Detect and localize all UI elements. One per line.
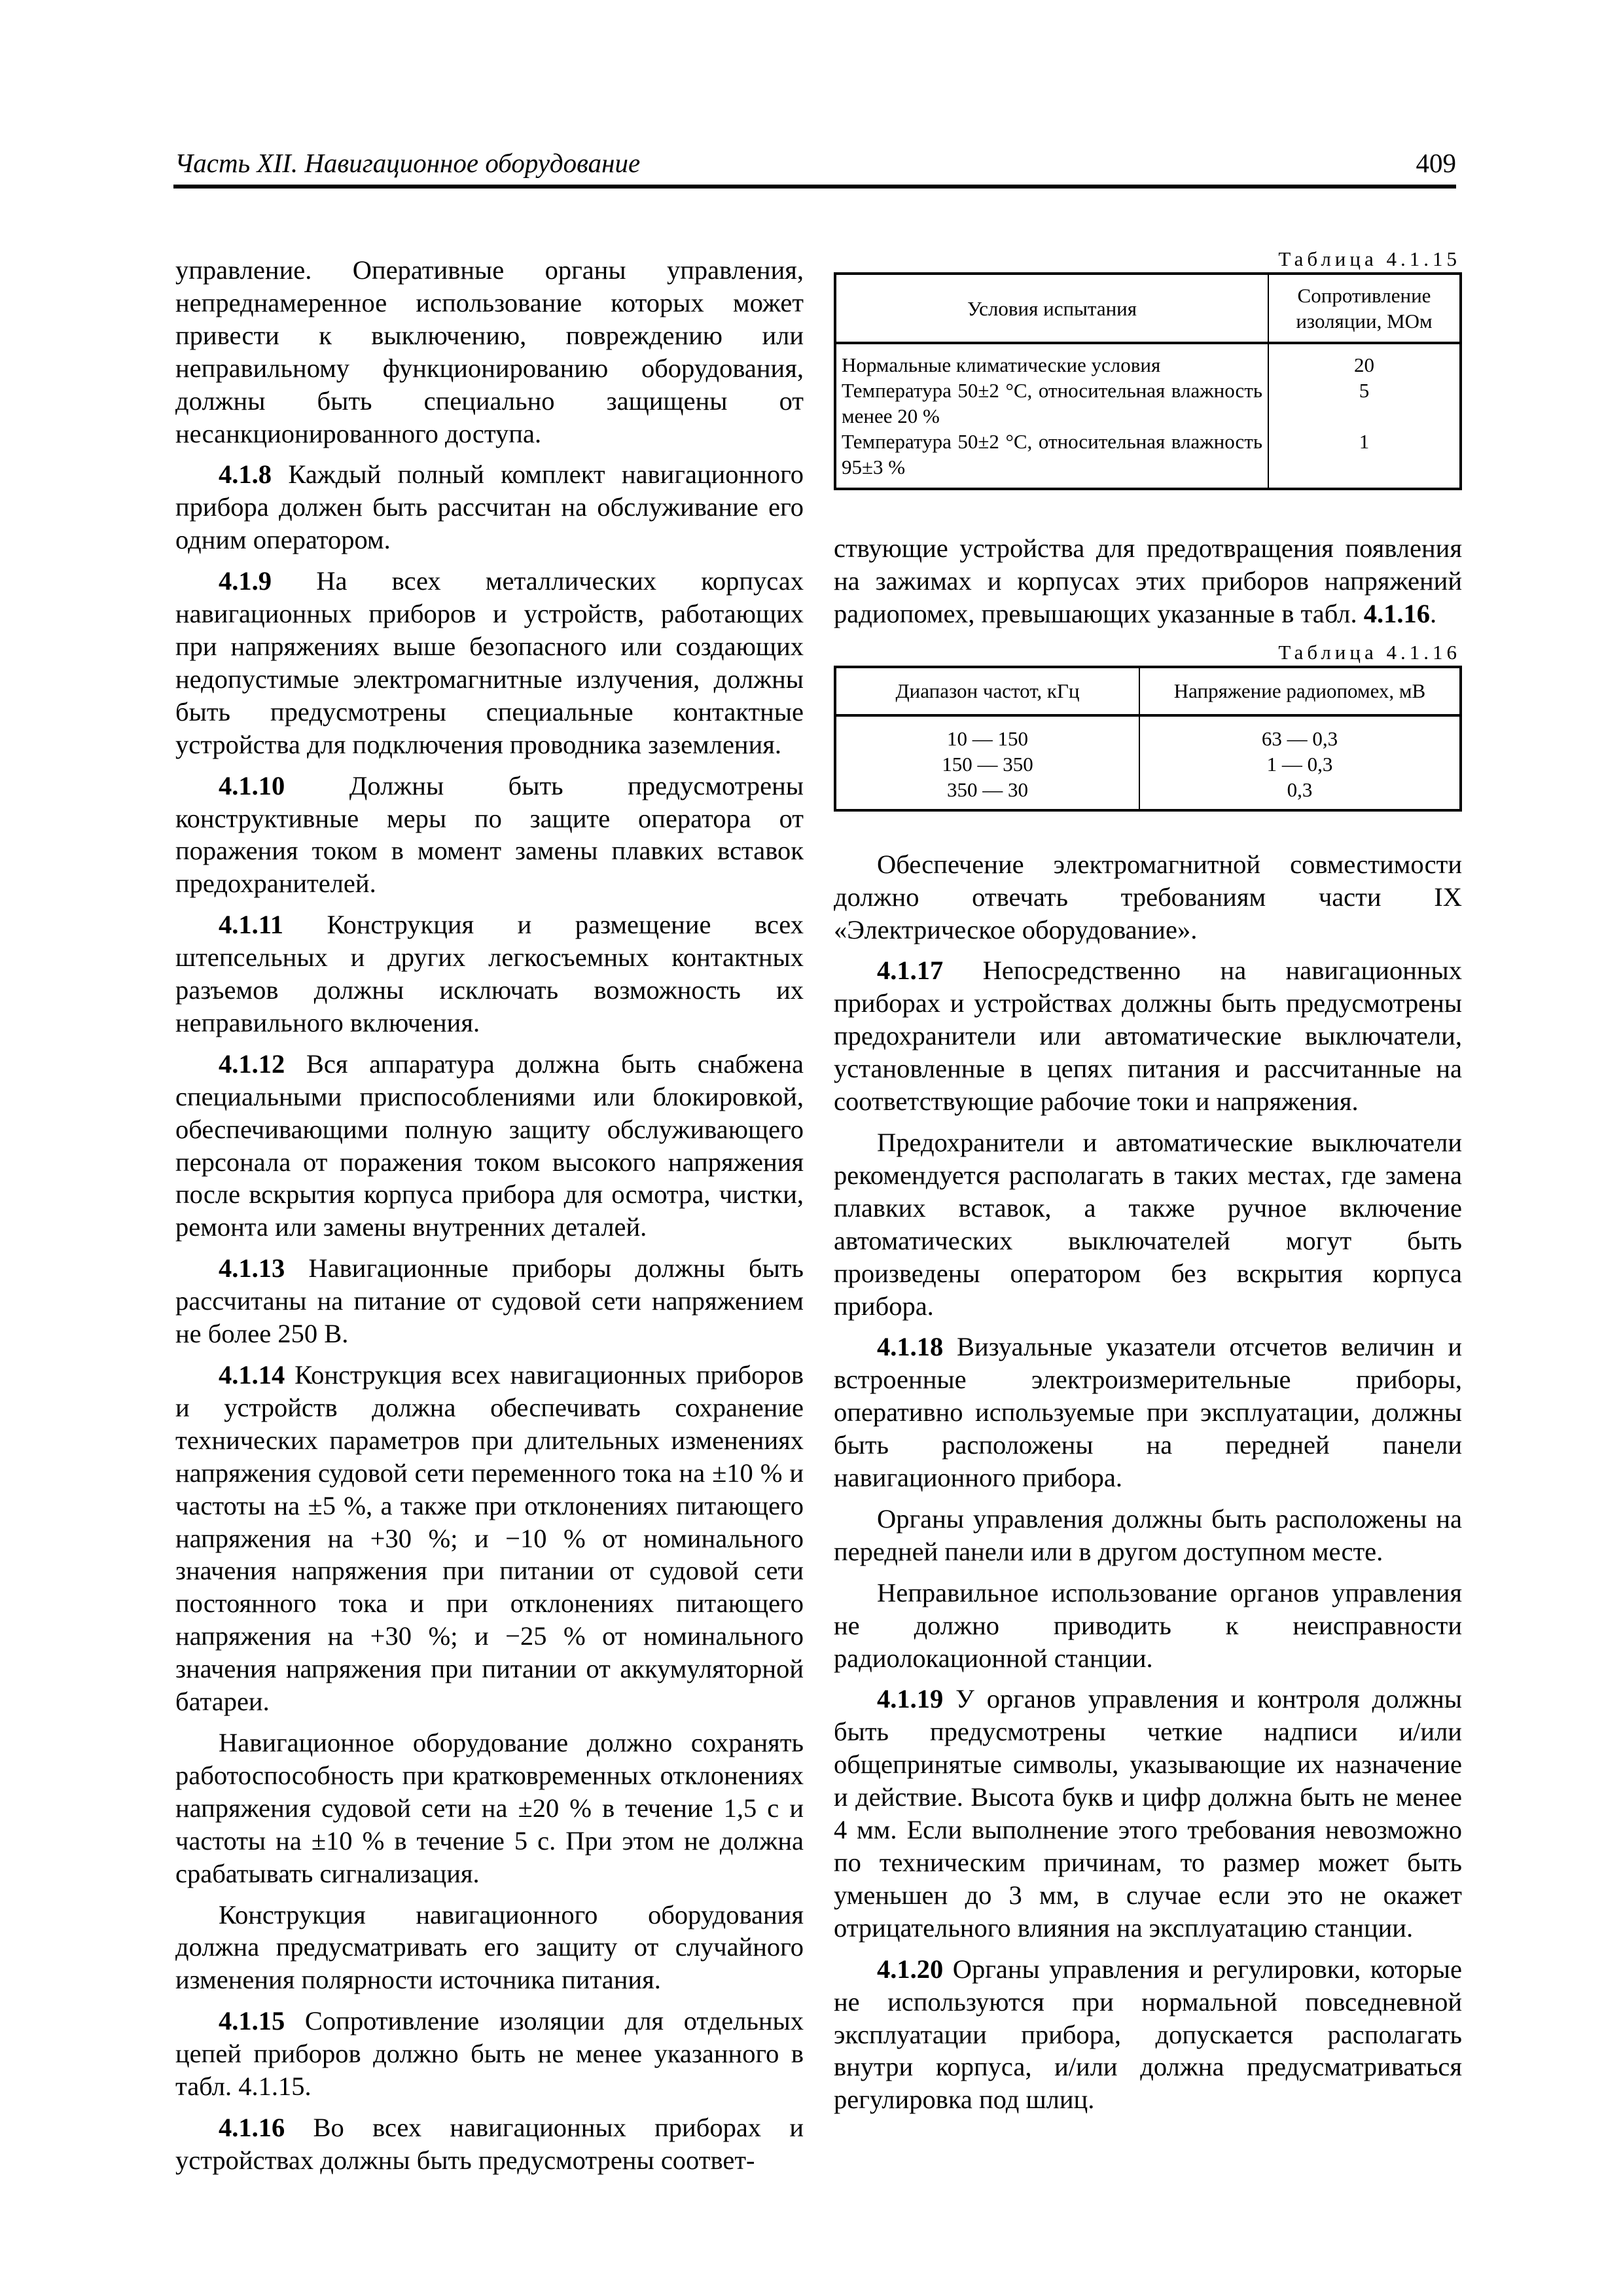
clause-number: 4.1.20 xyxy=(877,1954,944,1984)
paragraph: 4.1.16 Во всех навигационных приборах и устройствах должны быть предусмотрены соответ- xyxy=(175,2112,804,2175)
table-row: 150 — 350 1 — 0,3 xyxy=(835,751,1461,777)
paragraph: 4.1.10 Должны быть предусмотрены конструктивные меры по защите оператора от поражения током в момент замены плавких вставок предохранителей. xyxy=(175,770,804,899)
clause-number: 4.1.19 xyxy=(877,1684,944,1714)
clause-number: 4.1.12 xyxy=(219,1049,285,1079)
paragraph: 4.1.11 Конструкция и размещение всех штепсельных и других легкосъемных контактных разъемов должны исключать возможность их неправильного включения. xyxy=(175,910,804,1037)
table-row: 10 — 150 63 — 0,3 xyxy=(835,715,1461,751)
paragraph: 4.1.15 Сопротивление изоляции для отдельных цепей приборов должно быть не менее указанного в табл. 4.1.15. xyxy=(175,2006,804,2102)
paragraph: 4.1.12 Вся аппаратура должна быть снабжена специальными приспособлениями или блокировкой, обеспечивающими полную защиту обслуживающего персонала от поражения током высокого напряжения после вскрытия корпуса прибора для осмотра, чистки, ремонта или замены внутренних деталей. xyxy=(175,1049,804,1242)
insulation-resistance-table xyxy=(834,272,1462,490)
clause-number: 4.1.14 xyxy=(219,1360,285,1390)
paragraph: Органы управления должны быть расположены на передней панели или в другом доступном месте. xyxy=(834,1503,1462,1566)
table-row: 350 — 30 0,3 xyxy=(835,777,1461,810)
running-header xyxy=(173,145,1456,188)
paragraph: Предохранители и автоматические выключатели рекомендуется располагать в таких местах, где замена плавких вставок, а также ручное включение автоматических выключателей могут быть произведены оператором без вскрытия корпуса прибора. xyxy=(834,1127,1462,1321)
table-row: Температура 50±2 °С, относительная влажность менее 20 % 5 xyxy=(835,378,1461,429)
left-column xyxy=(175,254,804,2177)
paragraph: 4.1.18 Визуальные указатели отсчетов величин и встроенные электроизмерительные приборы, оперативно используемые при эксплуатации, должны быть расположены на передней панели навигационного прибора. xyxy=(834,1332,1462,1493)
table-header: Сопротивление изоляции, МОм xyxy=(1268,274,1461,343)
right-column xyxy=(834,246,1462,2116)
table-caption: Таблица 4.1.16 xyxy=(1278,640,1461,664)
clause-number: 4.1.8 xyxy=(219,459,272,490)
table-caption: Таблица 4.1.15 xyxy=(1278,247,1461,270)
page-number: 409 xyxy=(1416,148,1456,178)
paragraph: управление. Оперативные органы управления, непреднамеренное использование которых может привести к выключению, повреждению или неправильному функционированию оборудования, должны быть специально защищены от несанкционированного доступа. xyxy=(175,255,804,448)
paragraph: 4.1.9 На всех металлических корпусах навигационных приборов и устройств, работающих при напряжениях выше безопасного или создающих недопустимые электромагнитные излучения, должны быть предусмотрены специальные контактные устройства для подключения проводника заземления. xyxy=(175,566,804,759)
clause-number: 4.1.9 xyxy=(219,566,272,596)
paragraph: ствующие устройства для предотвращения появления на зажимах и корпусах этих приборов напряжений радиопомех, превышающих указанные в табл. 4.1.16. xyxy=(834,533,1462,628)
clause-number: 4.1.10 xyxy=(219,770,285,800)
paragraph: Конструкция навигационного оборудования должна предусматривать его защиту от случайного изменения полярности источника питания. xyxy=(175,1899,804,1995)
clause-number: 4.1.18 xyxy=(877,1332,944,1362)
table-row: Температура 50±2 °С, относительная влажность 95±3 % 1 xyxy=(835,429,1461,489)
section-title: Часть XII. Навигационное оборудование xyxy=(175,148,641,178)
clause-number: 4.1.16 xyxy=(219,2112,285,2142)
table-header: Условия испытания xyxy=(835,274,1268,343)
table-reference: 4.1.16 xyxy=(1363,598,1431,628)
clause-number: 4.1.17 xyxy=(877,956,944,986)
clause-number: 4.1.11 xyxy=(219,910,284,940)
paragraph: Навигационное оборудование должно сохранять работоспособность при кратковременных отклонениях напряжения судовой сети на ±20 % в течение 1,5 с и частоты на ±10 % в течение 5 с. При этом не должна срабатывать сигнализация. xyxy=(175,1727,804,1888)
paragraph: 4.1.8 Каждый полный комплект навигационного прибора должен быть рассчитан на обслуживание его одним оператором. xyxy=(175,459,804,555)
paragraph: 4.1.20 Органы управления и регулировки, которые не используются при нормальной повседневной эксплуатации прибора, допускается располагать внутри корпуса, и/или должна предусматриваться регулировка под шлиц. xyxy=(834,1954,1462,2115)
paragraph: 4.1.19 У органов управления и контроля должны быть предусмотрены четкие надписи и/или общепринятые символы, указывающие их назначение и действие. Высота букв и цифр должна быть не менее 4 мм. Если выполнение этого требования невозможно по техническим причинам, то размер может быть уменьшен до 3 мм, в случае если это не окажет отрицательного влияния на эксплуатацию станции. xyxy=(834,1684,1462,1943)
radio-interference-table xyxy=(834,666,1462,812)
table-header: Напряжение радиопомех, мВ xyxy=(1139,667,1461,715)
paragraph: Обеспечение электромагнитной совместимости должно отвечать требованиям части IX «Электрическое оборудование». xyxy=(834,849,1462,944)
clause-number: 4.1.15 xyxy=(219,2006,285,2036)
paragraph: Неправильное использование органов управления не должно приводить к неисправности радиолокационной станции. xyxy=(834,1577,1462,1673)
paragraph: 4.1.14 Конструкция всех навигационных приборов и устройств должна обеспечивать сохранение технических параметров при длительных изменениях напряжения судовой сети переменного тока на ±10 % и частоты на ±5 %, а также при отклонениях питающего напряжения на +30 %; и −10 % от номинального значения напряжения при питании от судовой сети постоянного тока и при отклонениях питающего напряжения на +30 %; и −25 % от номинального значения напряжения при питании от аккумуляторной батареи. xyxy=(175,1360,804,1717)
paragraph: 4.1.17 Непосредственно на навигационных приборах и устройствах должны быть предусмотрены предохранители или автоматические выключатели, установленные в цепях питания и рассчитанные на соответствующие рабочие токи и напряжения. xyxy=(834,956,1462,1117)
clause-number: 4.1.13 xyxy=(219,1253,285,1283)
table-header: Диапазон частот, кГц xyxy=(835,667,1139,715)
paragraph: 4.1.13 Навигационные приборы должны быть рассчитаны на питание от судовой сети напряжением не более 250 В. xyxy=(175,1253,804,1349)
table-row: Нормальные климатические условия 20 xyxy=(835,343,1461,378)
